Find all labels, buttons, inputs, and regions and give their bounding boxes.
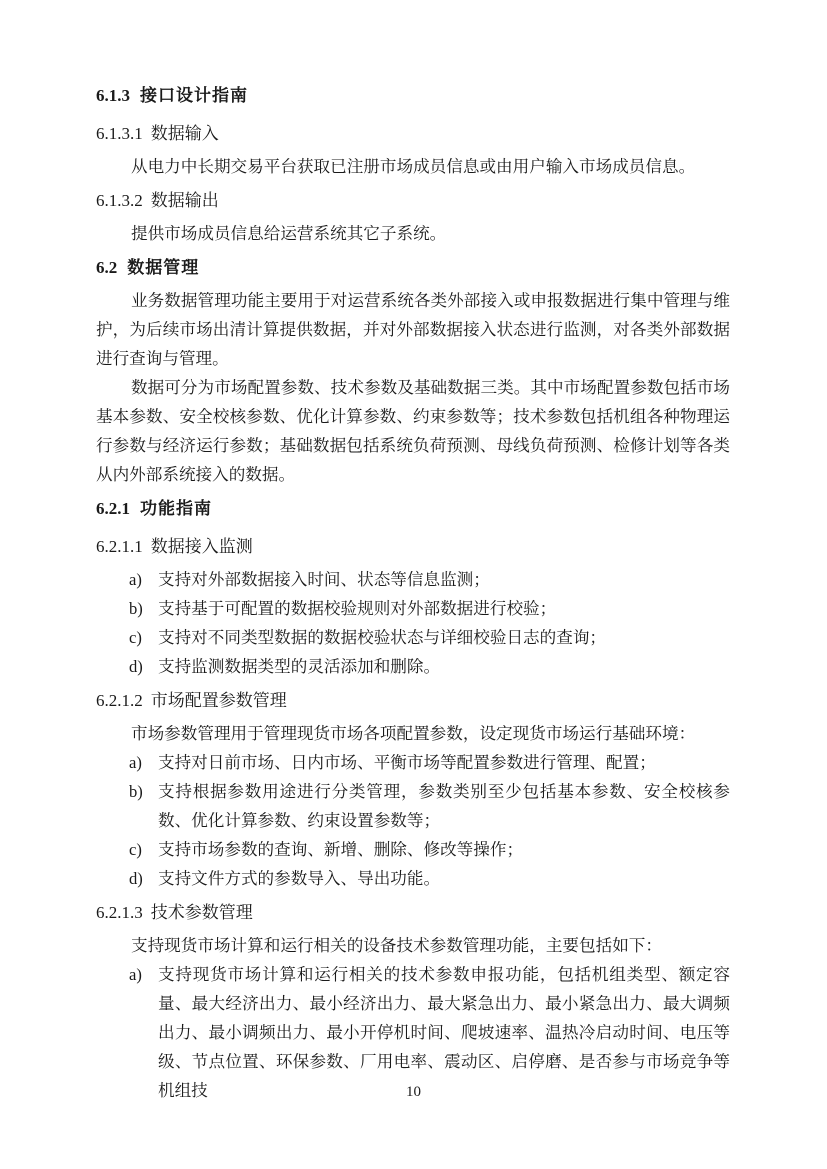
heading-title: 市场配置参数管理: [150, 691, 287, 710]
list-item-text: 支持文件方式的参数导入、导出功能。: [158, 869, 441, 888]
heading-number: 6.1.3.2: [96, 191, 143, 210]
page-number: 10: [406, 1084, 421, 1100]
list-marker: a): [129, 753, 142, 772]
list-item-text: 支持监测数据类型的灵活添加和删除。: [158, 657, 441, 676]
heading-title: 数据接入监测: [150, 537, 253, 556]
heading-6-1-3-2: [96, 181, 730, 219]
heading-6-2-1-2: [96, 681, 730, 719]
heading-6-2-1-3: [96, 893, 730, 931]
list-item-text: 支持对外部数据接入时间、状态等信息监测；: [158, 570, 490, 589]
heading-6-1-3: [96, 76, 730, 114]
heading-number: 6.1.3: [96, 86, 130, 105]
list-marker: a): [129, 965, 142, 984]
list-item-text: 支持对不同类型数据的数据校验状态与详细校验日志的查询；: [158, 628, 607, 647]
heading-number: 6.1.3.1: [96, 124, 143, 143]
list-item-text: 支持根据参数用途进行分类管理，参数类别至少包括基本参数、安全校核参数、优化计算参数、约束设置参数等；: [158, 782, 730, 830]
list-data-access-monitoring: [96, 565, 730, 681]
list-item: [96, 835, 730, 864]
paragraph-data-mgmt-overview: 业务数据管理功能主要用于对运营系统各类外部接入或申报数据进行集中管理与维护，为后续市场出清计算提供数据，并对外部数据接入状态进行监测，对各类外部数据进行查询与管理。: [96, 291, 730, 368]
list-marker: d): [129, 657, 143, 676]
document-body: [96, 76, 730, 1105]
paragraph-data-output: 提供市场成员信息给运营系统其它子系统。: [131, 224, 447, 243]
heading-title: 技术参数管理: [150, 903, 253, 922]
page-footer: [0, 1079, 827, 1105]
heading-number: 6.2.1.2: [96, 691, 143, 710]
list-item: [96, 652, 730, 681]
paragraph-tech-params-intro: 支持现货市场计算和运行相关的设备技术参数管理功能，主要包括如下：: [131, 936, 662, 955]
list-item: [96, 594, 730, 623]
list-marker: c): [129, 628, 142, 647]
list-marker: b): [129, 782, 143, 801]
list-item-text: 支持对日前市场、日内市场、平衡市场等配置参数进行管理、配置；: [158, 753, 656, 772]
paragraph-market-params-intro: 市场参数管理用于管理现货市场各项配置参数，设定现货市场运行基础环境：: [131, 724, 696, 743]
heading-title: 数据输出: [150, 191, 219, 210]
paragraph-data-categories: 数据可分为市场配置参数、技术参数及基础数据三类。其中市场配置参数包括市场基本参数、安全校核参数、优化计算参数、约束参数等；技术参数包括机组各种物理运行参数与经济运行参数；基础数据包括系统负荷预测、母线负荷预测、检修计划等各类从内外部系统接入的数据。: [96, 378, 730, 484]
paragraph-data-input: 从电力中长期交易平台获取已注册市场成员信息或由用户输入市场成员信息。: [131, 157, 696, 176]
list-item: [96, 565, 730, 594]
heading-number: 6.2.1.3: [96, 903, 143, 922]
heading-6-2: [96, 248, 730, 286]
list-item: [96, 623, 730, 652]
list-marker: a): [129, 570, 142, 589]
list-item: [96, 748, 730, 777]
list-item: [96, 864, 730, 893]
list-marker: c): [129, 840, 142, 859]
list-item-text: 支持市场参数的查询、新增、删除、修改等操作；: [158, 840, 524, 859]
heading-number: 6.2: [96, 258, 118, 277]
list-marker: d): [129, 869, 143, 888]
heading-title: 数据输入: [150, 124, 219, 143]
heading-title: 功能指南: [140, 499, 212, 518]
heading-title: 接口设计指南: [140, 86, 248, 105]
heading-number: 6.2.1: [96, 499, 130, 518]
heading-title: 数据管理: [127, 258, 200, 277]
list-market-config-params: [96, 748, 730, 893]
list-item: [96, 777, 730, 835]
list-item-text: 支持基于可配置的数据校验规则对外部数据进行校验；: [158, 599, 557, 618]
list-item-text: 支持现货市场计算和运行相关的技术参数申报功能，包括机组类型、额定容量、最大经济出力、最小经济出力、最大紧急出力、最小紧急出力、最大调频出力、最小调频出力、最小开停机时间、爬坡速率、温热冷启动时间、电压等级、节点位置、环保参数、厂用电率、震动区、启停磨、是否参与市场竞争等机组技: [158, 965, 730, 1100]
list-marker: b): [129, 599, 143, 618]
heading-number: 6.2.1.1: [96, 537, 143, 556]
heading-6-2-1: [96, 489, 730, 527]
heading-6-1-3-1: [96, 114, 730, 152]
heading-6-2-1-1: [96, 527, 730, 565]
